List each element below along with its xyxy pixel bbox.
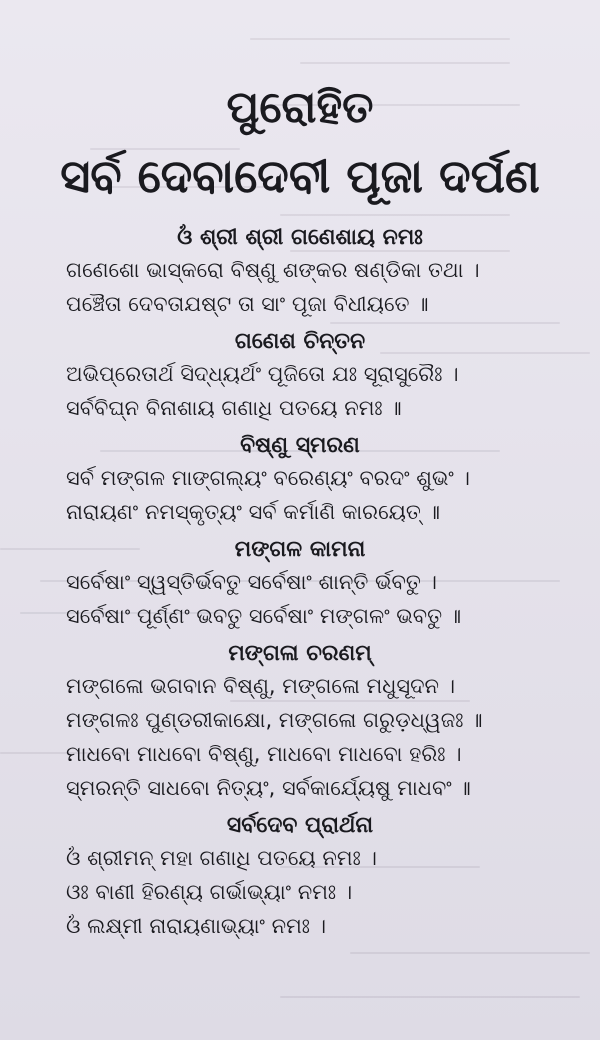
verse-line: ମଙ୍ଗଳୋ ଭଗବାନ ବିଷ୍ଣୁ, ମଙ୍ଗଳୋ ମଧୁସୂଦନ । — [66, 674, 456, 698]
book-subtitle: ସର୍ବ ଦେବାଦେବୀ ପୂଜା ଦର୍ପଣ — [60, 149, 540, 203]
section-mangala-kamana — [0, 535, 600, 633]
verse-line: ମଙ୍ଗଳଃ ପୁଣ୍ଡରୀକାକ୍ଷୋ, ମଙ୍ଗଳୋ ଗରୁଡ଼ଧ୍ୱଜଃ ॥ — [66, 708, 483, 732]
section-heading: ବିଷ୍ଣୁ ସ୍ମରଣ — [240, 433, 360, 458]
section-sarvadeva-prarthana — [0, 811, 600, 943]
verse-line: ନାରାୟଣଂ ନମସ୍କୃତ୍ୟଂ ସର୍ବ କର୍ମାଣି କାରୟେତ୍ ॥ — [66, 500, 440, 524]
verse-line: ଓଁ ଶ୍ରୀମନ୍ ମହା ଗଣାଧି ପତୟେ ନମଃ । — [66, 846, 377, 870]
section-ganesha-namaskar — [0, 223, 600, 321]
verse-content — [0, 223, 600, 943]
verse-line: ଓଃ ବାଣୀ ହିରଣ୍ୟ ଗର୍ଭାଭ୍ୟାଂ ନମଃ । — [66, 880, 353, 904]
verse-line: ସର୍ବେଷାଂ ସ୍ୱସ୍ତିର୍ଭବତୁ ସର୍ବେଷାଂ ଶାନ୍ତି ର୍ଭବତୁ । — [66, 570, 437, 594]
verse-line: ସ୍ମରନ୍ତି ସାଧବୋ ନିତ୍ୟଂ, ସର୍ବକାର୍ଯ୍ୟେଷୁ ମାଧବଂ ॥ — [66, 776, 471, 800]
section-ganesha-chintan — [0, 327, 600, 425]
section-vishnu-smaran — [0, 431, 600, 529]
book-title: ପୁରୋହିତ — [226, 82, 374, 133]
verse-line: ସର୍ବ ମଙ୍ଗଳ ମାଙ୍ଗଲ୍ୟଂ ବରେଣ୍ୟଂ ବରଦଂ ଶୁଭଂ । — [66, 466, 470, 490]
section-heading: ଗଣେଶ ଚିନ୍ତନ — [234, 329, 366, 354]
section-mangala-charanam — [0, 639, 600, 805]
section-heading: ସର୍ବଦେବ ପ୍ରାର୍ଥନା — [226, 813, 374, 838]
verse-line: ସର୍ବେଷାଂ ପୂର୍ଣ୍ଣଂ ଭବତୁ ସର୍ବେଷାଂ ମଙ୍ଗଳଂ ଭବତୁ ॥ — [66, 604, 462, 628]
section-heading: ମଙ୍ଗଳ କାମନା — [234, 537, 366, 562]
section-heading: ମଙ୍ଗଳା ଚରଣମ୍ — [228, 641, 372, 666]
verse-line: ପଞ୍ଚୈତା ଦେବତାଯଷ୍ଟ ତା ସାଂ ପୂଜା ବିଧୀୟତେ ॥ — [66, 292, 429, 316]
section-heading: ଓଁ ଶ୍ରୀ ଶ୍ରୀ ଗଣେଶାୟ ନମଃ — [177, 225, 423, 250]
verse-line: ସର୍ବବିଘ୍ନ ବିନାଶାୟ ଗଣାଧି ପତୟେ ନମଃ ॥ — [66, 396, 402, 420]
verse-line: ଗଣେଶୋ ଭାସ୍କରୋ ବିଷ୍ଣୁ ଶଙ୍କର ଷଣ୍ଡିକା ତଥା । — [66, 258, 480, 282]
verse-line: ମାଧବୋ ମାଧବୋ ବିଷ୍ଣୁ, ମାଧବୋ ମାଧବୋ ହରିଃ । — [66, 742, 462, 766]
verse-line: ଅଭିପ୍ରେତାର୍ଥ ସିଦ୍ଧ୍ୟର୍ଥଂ ପୂଜିତୋ ଯଃ ସୂରାସୁରୈଃ । — [66, 362, 459, 386]
verse-line: ଓଁ ଲକ୍ଷ୍ମୀ ନାରାୟଣାଭ୍ୟାଂ ନମଃ । — [66, 914, 327, 938]
